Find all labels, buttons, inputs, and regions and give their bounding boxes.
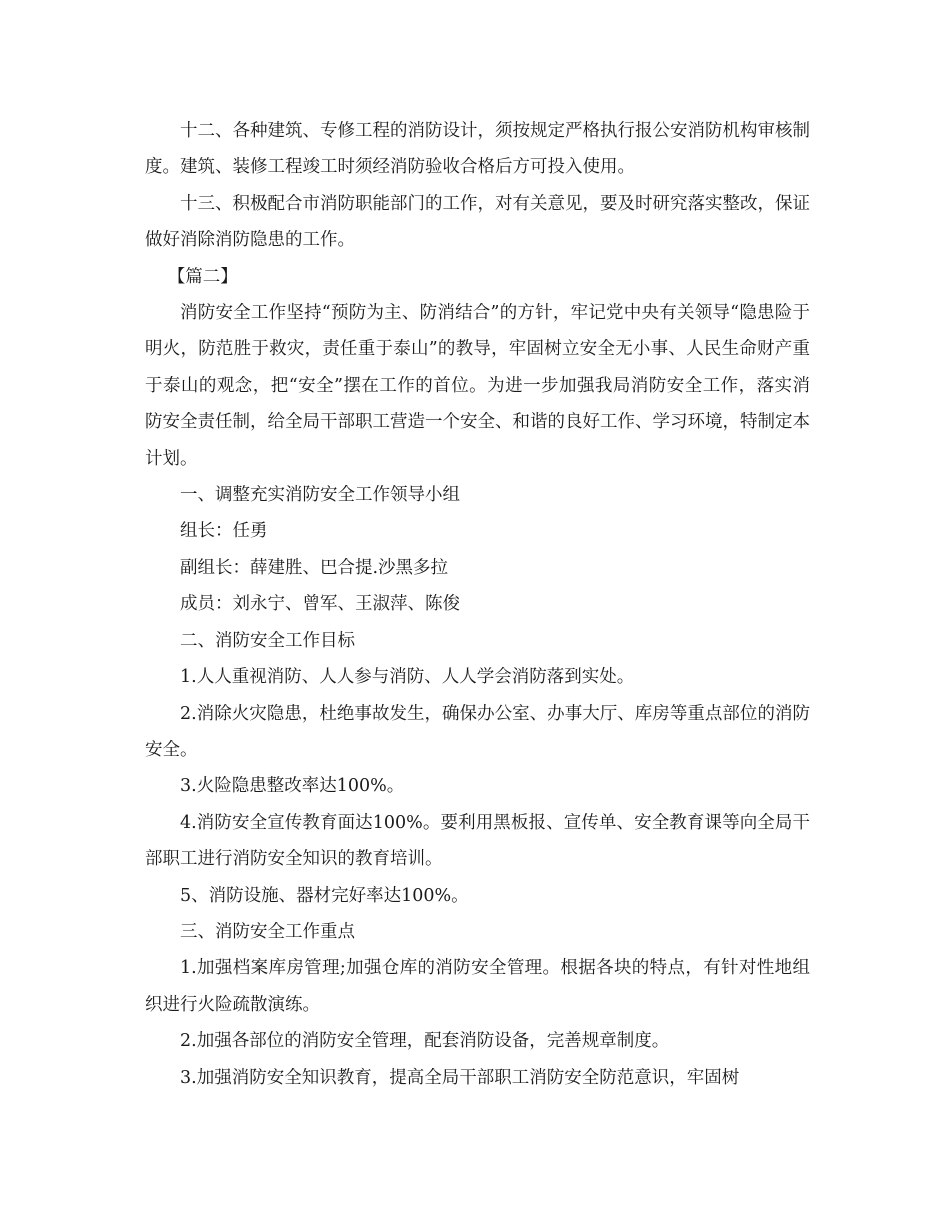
paragraph-intro: 消防安全工作坚持“预防为主、防消结合”的方针，牢记党中央有关领导“隐患险于明火，防范胜于救灾，责任重于泰山”的教导，牢固树立安全无小事、人民生命财产重于泰山的观念，把“安全”摆在工作的首位。为进一步加强我局消防安全工作，落实消防安全责任制，给全局干部职工营造一个安全、和谐的良好工作、学习环境，特制定本计划。 [145,303,810,469]
goal-item-3: 3.火险隐患整改率达100%。 [180,776,405,797]
line-members: 成员：刘永宁、曾军、王淑萍、陈俊 [180,594,460,615]
goal-item-2: 2.消除火灾隐患，杜绝事故发生，确保办公室、办事大厅、库房等重点部位的消防安全。 [145,703,810,760]
goal-item-1: 1.人人重视消防、人人参与消防、人人学会消防落到实处。 [180,667,635,688]
line-deputy-leaders: 副组长：薛建胜、巴合提.沙黑多拉 [180,557,449,578]
heading-work-goals: 二、消防安全工作目标 [180,630,355,651]
focus-item-1: 1.加强档案库房管理;加强仓库的消防安全管理。根据各块的特点，有针对性地组织进行火险疏散演练。 [145,958,810,1015]
goal-item-4: 4.消防安全宣传教育面达100%。要利用黑板报、宣传单、安全教育课等向全局干部职工进行消防安全知识的教育培训。 [145,812,810,870]
focus-item-2: 2.加强各部位的消防安全管理，配套消防设备，完善规章制度。 [180,1031,670,1052]
goal-item-5: 5、消防设施、器材完好率达100%。 [180,885,469,906]
paragraph-clause-13: 十三、积极配合市消防职能部门的工作，对有关意见，要及时研究落实整改，保证做好消除消防隐患的工作。 [145,193,810,251]
document-body [145,113,810,1096]
focus-item-3: 3.加强消防安全知识教育，提高全局干部职工消防安全防范意识，牢固树 [180,1067,740,1088]
heading-work-focus: 三、消防安全工作重点 [180,921,355,942]
paragraph-clause-12: 十二、各种建筑、专修工程的消防设计，须按规定严格执行报公安消防机构审核制度。建筑、装修工程竣工时须经消防验收合格后方可投入使用。 [145,121,810,178]
heading-leadership-group: 一、调整充实消防安全工作领导小组 [180,485,460,506]
line-group-leader: 组长：任勇 [180,521,268,542]
section-heading-part-two: 【篇二】 [167,266,238,287]
